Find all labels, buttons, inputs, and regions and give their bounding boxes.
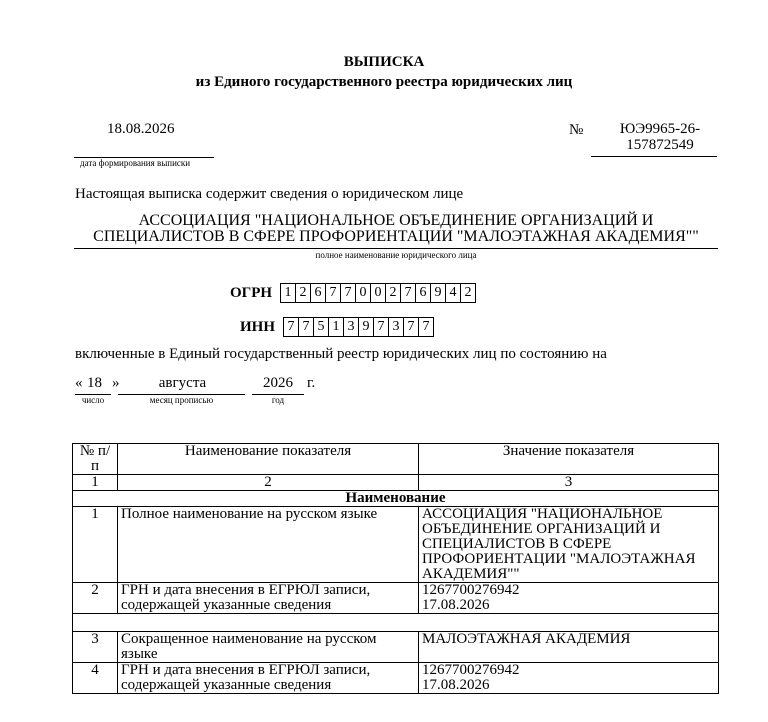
ogrn-digit: 6	[415, 283, 431, 303]
state-date-year-suffix: г.	[307, 375, 316, 391]
row-number: 3	[73, 632, 118, 663]
ogrn-digit: 7	[325, 283, 341, 303]
document-title: ВЫПИСКА	[343, 54, 425, 70]
ogrn-digit: 2	[385, 283, 401, 303]
table-row	[73, 663, 719, 694]
inn-digit: 7	[418, 317, 434, 337]
day-caption: число	[81, 395, 105, 405]
ogrn-digit: 0	[370, 283, 386, 303]
header-number: № п/п	[73, 444, 118, 475]
table-blank-row	[73, 614, 719, 632]
entity-full-name: АССОЦИАЦИЯ "НАЦИОНАЛЬНОЕ ОБЪЕДИНЕНИЕ ОРГАНИЗАЦИЙ И СПЕЦИАЛИСТОВ В СФЕРЕ ПРОФОРИЕНТАЦИИ "МАЛОЭТАЖНАЯ АКАДЕМИЯ""	[93, 212, 699, 245]
state-date-close-quote: »	[112, 375, 120, 391]
ogrn-digit: 7	[400, 283, 416, 303]
table-column-numbers-row	[73, 475, 719, 491]
extract-number: ЮЭ9965-26-157872549	[619, 121, 701, 153]
formation-date-caption: дата формирования выписки	[80, 158, 191, 168]
state-date-day: 18	[87, 375, 102, 391]
state-date-year: 2026	[263, 375, 293, 391]
inn-digit: 7	[283, 317, 299, 337]
row-indicator: Полное наименование на русском языке	[118, 507, 419, 583]
entity-name-underline	[74, 248, 718, 249]
ogrn-digit: 2	[460, 283, 476, 303]
extract-number-underline	[591, 156, 717, 157]
ogrn-digit: 2	[295, 283, 311, 303]
table-section-row	[73, 491, 719, 507]
inn-label: ИНН	[240, 318, 276, 335]
row-value-grn: 1267700276942	[422, 662, 520, 678]
year-caption: год	[271, 395, 285, 405]
column-number: 3	[419, 475, 719, 491]
blank-cell	[73, 614, 719, 632]
row-indicator: ГРН и дата внесения в ЕГРЮЛ записи, содержащей указанные сведения	[118, 663, 419, 694]
row-number: 2	[73, 583, 118, 614]
ogrn-digit: 6	[310, 283, 326, 303]
inn-digit: 7	[403, 317, 419, 337]
month-caption: месяц прописью	[149, 395, 214, 405]
entity-name-caption: полное наименование юридического лица	[315, 250, 477, 260]
table-header-row	[73, 444, 719, 475]
number-sign: №	[569, 122, 584, 138]
ogrn-digit: 0	[355, 283, 371, 303]
row-indicator: Сокращенное наименование на русском языке	[118, 632, 419, 663]
inn-digit: 1	[328, 317, 344, 337]
row-indicator: ГРН и дата внесения в ЕГРЮЛ записи, содержащей указанные сведения	[118, 583, 419, 614]
formation-date: 18.08.2026	[107, 121, 175, 137]
registry-state-text: включенные в Единый государственный реестр юридических лиц по состоянию на	[75, 346, 607, 362]
inn-digit: 9	[358, 317, 374, 337]
header-indicator: Наименование показателя	[118, 444, 419, 475]
ogrn-digit: 7	[340, 283, 356, 303]
inn-digit: 3	[388, 317, 404, 337]
row-value	[419, 583, 719, 614]
row-number: 1	[73, 507, 118, 583]
ogrn-digit: 9	[430, 283, 446, 303]
inn-row	[240, 317, 434, 337]
inn-digit: 7	[373, 317, 389, 337]
table-row	[73, 507, 719, 583]
row-value-grn: 1267700276942	[422, 582, 520, 598]
section-title: Наименование	[73, 491, 719, 507]
intro-text: Настоящая выписка содержит сведения о юридическом лице	[75, 186, 464, 202]
inn-digit: 3	[343, 317, 359, 337]
column-number: 2	[118, 475, 419, 491]
ogrn-digit: 1	[280, 283, 296, 303]
row-value	[419, 663, 719, 694]
row-value-date: 17.08.2026	[422, 597, 490, 613]
table-row	[73, 583, 719, 614]
document-subtitle: из Единого государственного реестра юридических лиц	[195, 74, 573, 90]
registry-table	[72, 443, 719, 694]
table-row	[73, 632, 719, 663]
ogrn-row	[230, 283, 476, 303]
ogrn-label: ОГРН	[230, 284, 273, 301]
row-value: МАЛОЭТАЖНАЯ АКАДЕМИЯ	[419, 632, 719, 663]
row-value: АССОЦИАЦИЯ "НАЦИОНАЛЬНОЕ ОБЪЕДИНЕНИЕ ОРГАНИЗАЦИЙ И СПЕЦИАЛИСТОВ В СФЕРЕ ПРОФОРИЕНТАЦИИ "МАЛОЭТАЖНАЯ АКАДЕМИЯ""	[419, 507, 719, 583]
row-number: 4	[73, 663, 118, 694]
row-value-date: 17.08.2026	[422, 677, 490, 693]
state-date-open-quote: «	[75, 375, 83, 391]
state-date-month: августа	[158, 375, 207, 391]
header-value: Значение показателя	[419, 444, 719, 475]
column-number: 1	[73, 475, 118, 491]
inn-digit-boxes	[283, 317, 434, 337]
inn-digit: 7	[298, 317, 314, 337]
inn-digit: 5	[313, 317, 329, 337]
ogrn-digit: 4	[445, 283, 461, 303]
ogrn-digit-boxes	[280, 283, 476, 303]
